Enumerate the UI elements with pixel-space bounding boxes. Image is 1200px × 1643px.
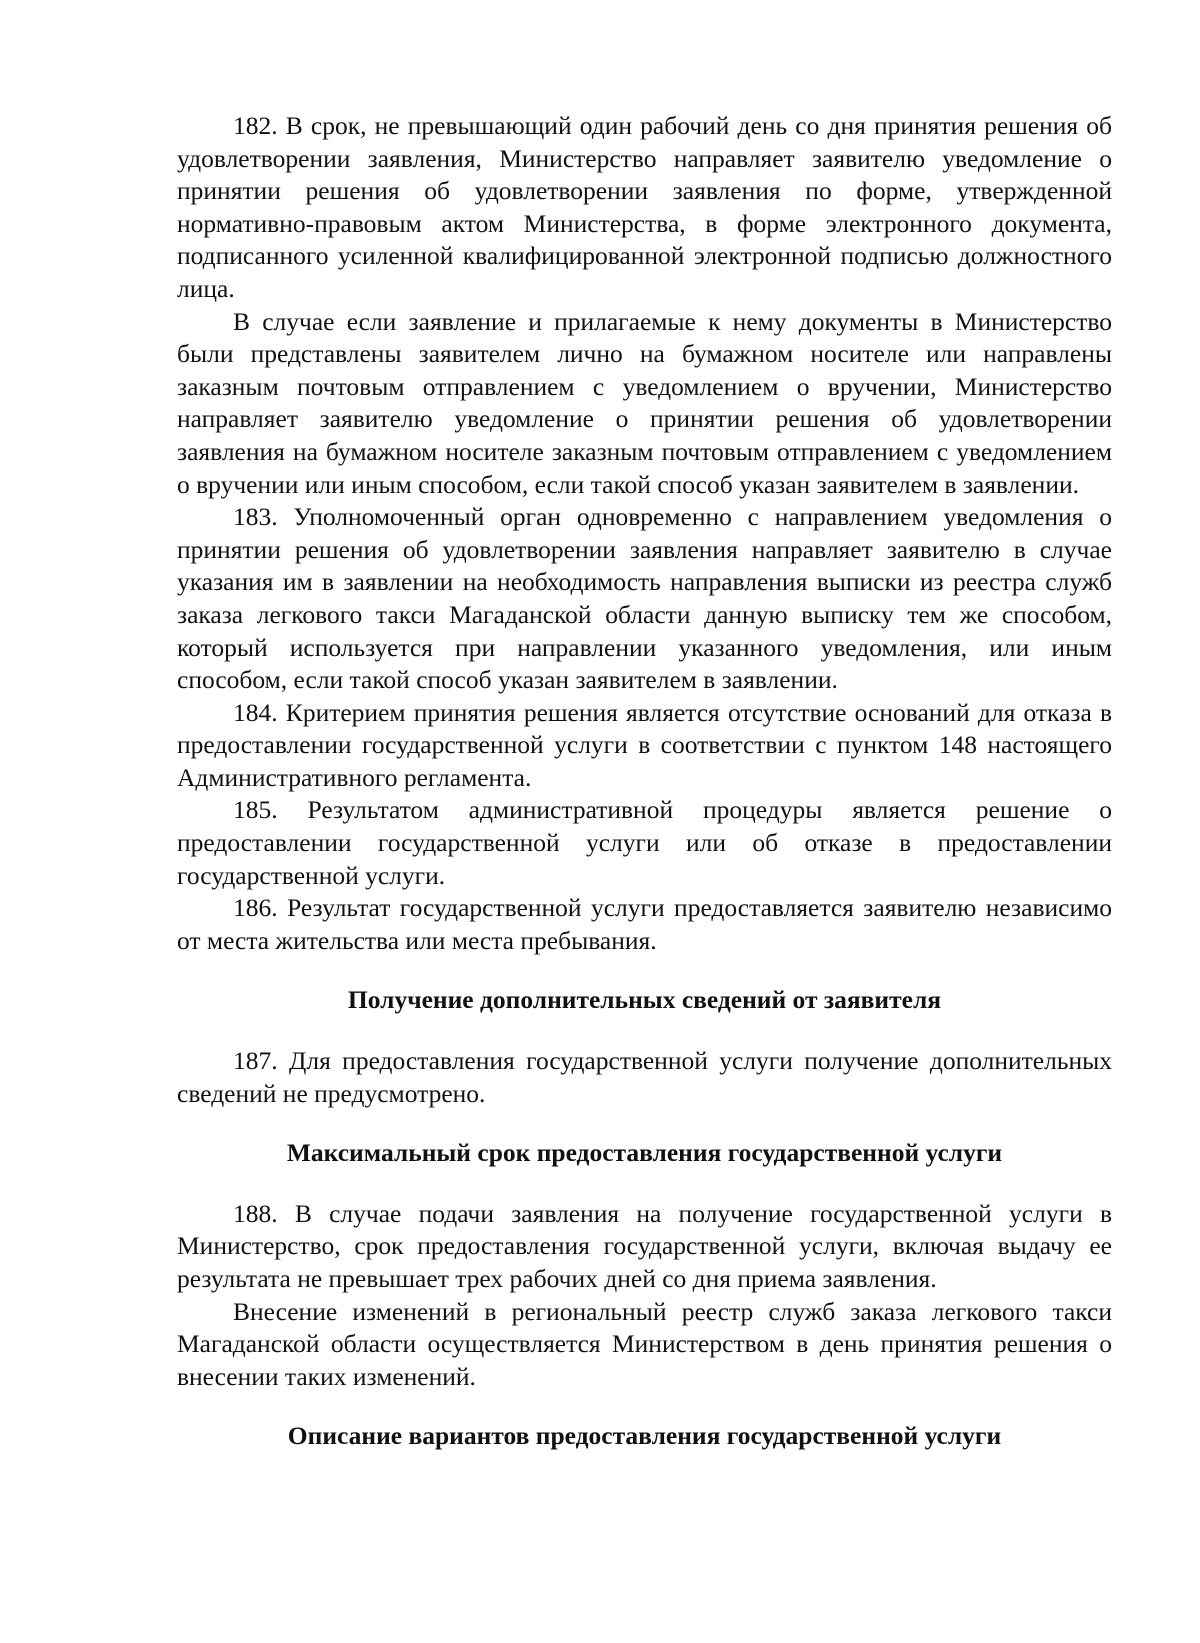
- paragraph-182-paper-delivery: В случае если заявление и прилагаемые к нему документы в Министерство были представлены заявителем лично на бумажном носителе или направлены заказным почтовым отправлением с уведомлением о вручении, Министерство направляет заявителю уведомление о принятии решения об удовлетворении заявления на бумажном носителе заказным почтовым отправлением с уведомлением о вручении или иным способом, если такой способ указан заявителем в заявлении.: [177, 306, 1112, 499]
- paragraph-187: 187. Для предоставления государственной услуги получение дополнительных сведений не предусмотрено.: [177, 1046, 1112, 1108]
- paragraph-184: 184. Критерием принятия решения является отсутствие оснований для отказа в предоставлении государственной услуги в соответствии с пунктом 148 настоящего Административного регламента.: [177, 697, 1112, 792]
- paragraph-188: 188. В случае подачи заявления на получение государственной услуги в Министерство, срок предоставления государственной услуги, включая выдачу ее результата не превышает трех рабочих дней со дня приема заявления.: [177, 1198, 1112, 1293]
- paragraph-183: 183. Уполномоченный орган одновременно с направлением уведомления о принятии решения об удовлетворении заявления направляет заявителю в случае указания им в заявлении на необходимость направления выписки из реестра служб заказа легкового такси Магаданской области данную выписку тем же способом, который используется при направлении указанного уведомления, или иным способом, если такой способ указан заявителем в заявлении.: [177, 502, 1112, 695]
- paragraph-182: 182. В срок, не превышающий один рабочий день со дня принятия решения об удовлетворении заявления, Министерство направляет заявителю уведомление о принятии решения об удовлетворении заявления по форме, утвержденной нормативно-правовым актом Министерства, в форме электронного документа, подписанного усиленной квалифицированной электронной подписью должностного лица.: [177, 111, 1112, 303]
- paragraph-186: 186. Результат государственной услуги предоставляется заявителю независимо от места жительства или места пребывания.: [177, 893, 1112, 955]
- section-heading-additional-info: Получение дополнительных сведений от заявителя: [347, 985, 942, 1015]
- section-heading-max-term: Максимальный срок предоставления государственной услуги: [286, 1138, 1003, 1168]
- section-heading-variants: Описание вариантов предоставления государственной услуги: [287, 1421, 1002, 1451]
- paragraph-185: 185. Результатом административной процедуры является решение о предоставлении государственной услуги или об отказе в предоставлении государственной услуги.: [177, 795, 1112, 890]
- paragraph-188-registry-changes: Внесение изменений в региональный реестр служб заказа легкового такси Магаданской области осуществляется Министерством в день принятия решения о внесении таких изменений.: [177, 1296, 1112, 1391]
- document-body: [177, 110, 1112, 1453]
